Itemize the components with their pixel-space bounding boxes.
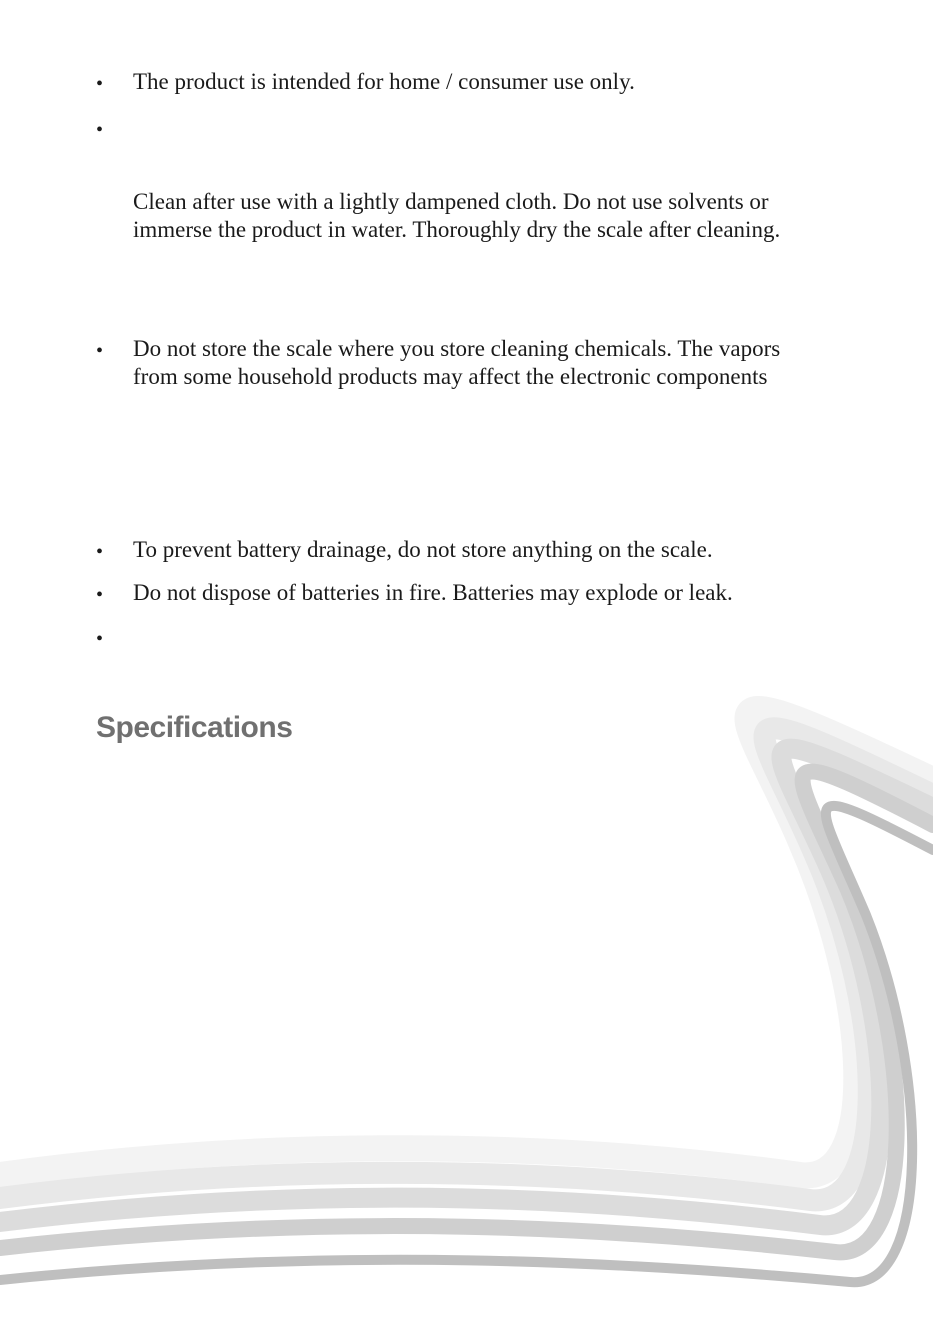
bullet-text: To prevent battery drainage, do not store anything on the scale. [133, 537, 713, 562]
bullet-marker: • [96, 584, 104, 606]
cleaning-line-2: immerse the product in water. Thoroughly dry the scale after cleaning. [133, 217, 781, 242]
bullet-text: The product is intended for home / consumer use only. [133, 69, 635, 94]
specifications-heading: Specifications [96, 711, 293, 744]
bullet-marker: • [96, 541, 104, 563]
bullet-marker: • [96, 73, 104, 95]
bullet-text-continuation: from some household products may affect the electronic components [133, 364, 768, 389]
bullet-text: Do not dispose of batteries in fire. Batteries may explode or leak. [133, 580, 733, 605]
bullet-text: Do not store the scale where you store cleaning chemicals. The vapors [133, 336, 781, 361]
cleaning-line-1: Clean after use with a lightly dampened cloth. Do not use solvents or [133, 189, 769, 214]
bullet-marker: • [96, 119, 104, 141]
bullet-marker: • [96, 628, 104, 650]
bullet-marker: • [96, 340, 104, 362]
